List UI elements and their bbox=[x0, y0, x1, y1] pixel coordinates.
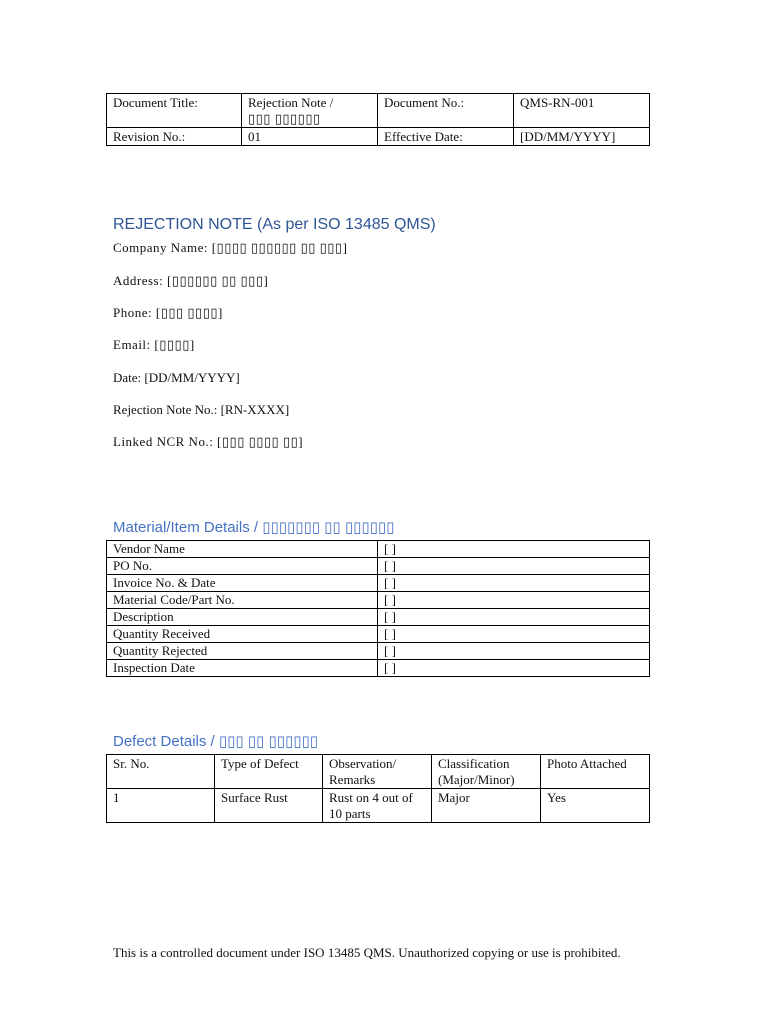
material-row bbox=[107, 643, 650, 660]
material-row-label: Inspection Date bbox=[107, 660, 378, 677]
defect-cell: 1 bbox=[107, 789, 215, 823]
defect-row bbox=[107, 789, 650, 823]
material-details-heading: Material/Item Details / ▯▯▯▯▯▯▯ ▯▯ ▯▯▯▯▯▯ bbox=[113, 519, 395, 536]
rejection-note-no-field: Rejection Note No.: [RN-XXXX] bbox=[113, 402, 290, 417]
material-row bbox=[107, 558, 650, 575]
header-row-revision bbox=[107, 128, 650, 146]
defect-table-header bbox=[107, 755, 650, 789]
defect-cell: Yes bbox=[541, 789, 650, 823]
defect-header-row bbox=[107, 755, 650, 789]
effective-date-value: [DD/MM/YYYY] bbox=[514, 128, 650, 146]
date-field: Date: [DD/MM/YYYY] bbox=[113, 370, 240, 385]
material-row-label: PO No. bbox=[107, 558, 378, 575]
material-row-label: Quantity Rejected bbox=[107, 643, 378, 660]
header-row-title bbox=[107, 94, 650, 128]
phone-field: Phone: [▯▯▯ ▯▯▯▯] bbox=[113, 305, 223, 320]
defect-column-header: Photo Attached bbox=[541, 755, 650, 789]
material-row bbox=[107, 592, 650, 609]
defect-cell: Rust on 4 out of 10 parts bbox=[323, 789, 432, 823]
defect-column-header: Type of Defect bbox=[215, 755, 323, 789]
page-title: REJECTION NOTE (As per ISO 13485 QMS) bbox=[113, 216, 436, 233]
material-details-body bbox=[107, 541, 650, 677]
document-title-value bbox=[242, 94, 378, 128]
material-row-value: [ ] bbox=[378, 643, 650, 660]
defect-details-table bbox=[106, 754, 650, 823]
material-row-value: [ ] bbox=[378, 558, 650, 575]
document-title-label: Document Title: bbox=[107, 94, 242, 128]
material-row bbox=[107, 609, 650, 626]
document-header-table bbox=[106, 93, 650, 146]
material-row-label: Description bbox=[107, 609, 378, 626]
material-row bbox=[107, 575, 650, 592]
document-no-label: Document No.: bbox=[378, 94, 514, 128]
material-row-label: Vendor Name bbox=[107, 541, 378, 558]
effective-date-label: Effective Date: bbox=[378, 128, 514, 146]
material-details-table bbox=[106, 540, 650, 677]
material-row-label: Quantity Received bbox=[107, 626, 378, 643]
address-field: Address: [▯▯▯▯▯▯ ▯▯ ▯▯▯] bbox=[113, 273, 269, 288]
document-no-value: QMS-RN-001 bbox=[514, 94, 650, 128]
material-row-value: [ ] bbox=[378, 609, 650, 626]
defect-column-header: Classification (Major/Minor) bbox=[432, 755, 541, 789]
defect-column-header: Sr. No. bbox=[107, 755, 215, 789]
defect-cell: Surface Rust bbox=[215, 789, 323, 823]
revision-no-label: Revision No.: bbox=[107, 128, 242, 146]
material-row-value: [ ] bbox=[378, 575, 650, 592]
material-row-value: [ ] bbox=[378, 541, 650, 558]
document-title-value-line2: ▯▯▯ ▯▯▯▯▯▯ bbox=[248, 111, 321, 126]
material-row-value: [ ] bbox=[378, 626, 650, 643]
defect-cell: Major bbox=[432, 789, 541, 823]
email-field: Email: [▯▯▯▯] bbox=[113, 337, 195, 352]
defect-table-body bbox=[107, 789, 650, 823]
material-row-value: [ ] bbox=[378, 592, 650, 609]
material-row bbox=[107, 626, 650, 643]
material-row-value: [ ] bbox=[378, 660, 650, 677]
company-name-field: Company Name: [▯▯▯▯ ▯▯▯▯▯▯ ▯▯ ▯▯▯] bbox=[113, 240, 348, 255]
revision-no-value: 01 bbox=[242, 128, 378, 146]
linked-ncr-no-field: Linked NCR No.: [▯▯▯ ▯▯▯▯ ▯▯] bbox=[113, 434, 304, 449]
document-title-value-line1: Rejection Note / bbox=[248, 95, 334, 110]
material-row bbox=[107, 660, 650, 677]
material-row-label: Material Code/Part No. bbox=[107, 592, 378, 609]
defect-column-header: Observation/ Remarks bbox=[323, 755, 432, 789]
material-row-label: Invoice No. & Date bbox=[107, 575, 378, 592]
material-row bbox=[107, 541, 650, 558]
controlled-document-notice: This is a controlled document under ISO 13485 QMS. Unauthorized copying or use is prohibited. bbox=[113, 945, 621, 960]
defect-details-heading: Defect Details / ▯▯▯ ▯▯ ▯▯▯▯▯▯ bbox=[113, 733, 319, 750]
